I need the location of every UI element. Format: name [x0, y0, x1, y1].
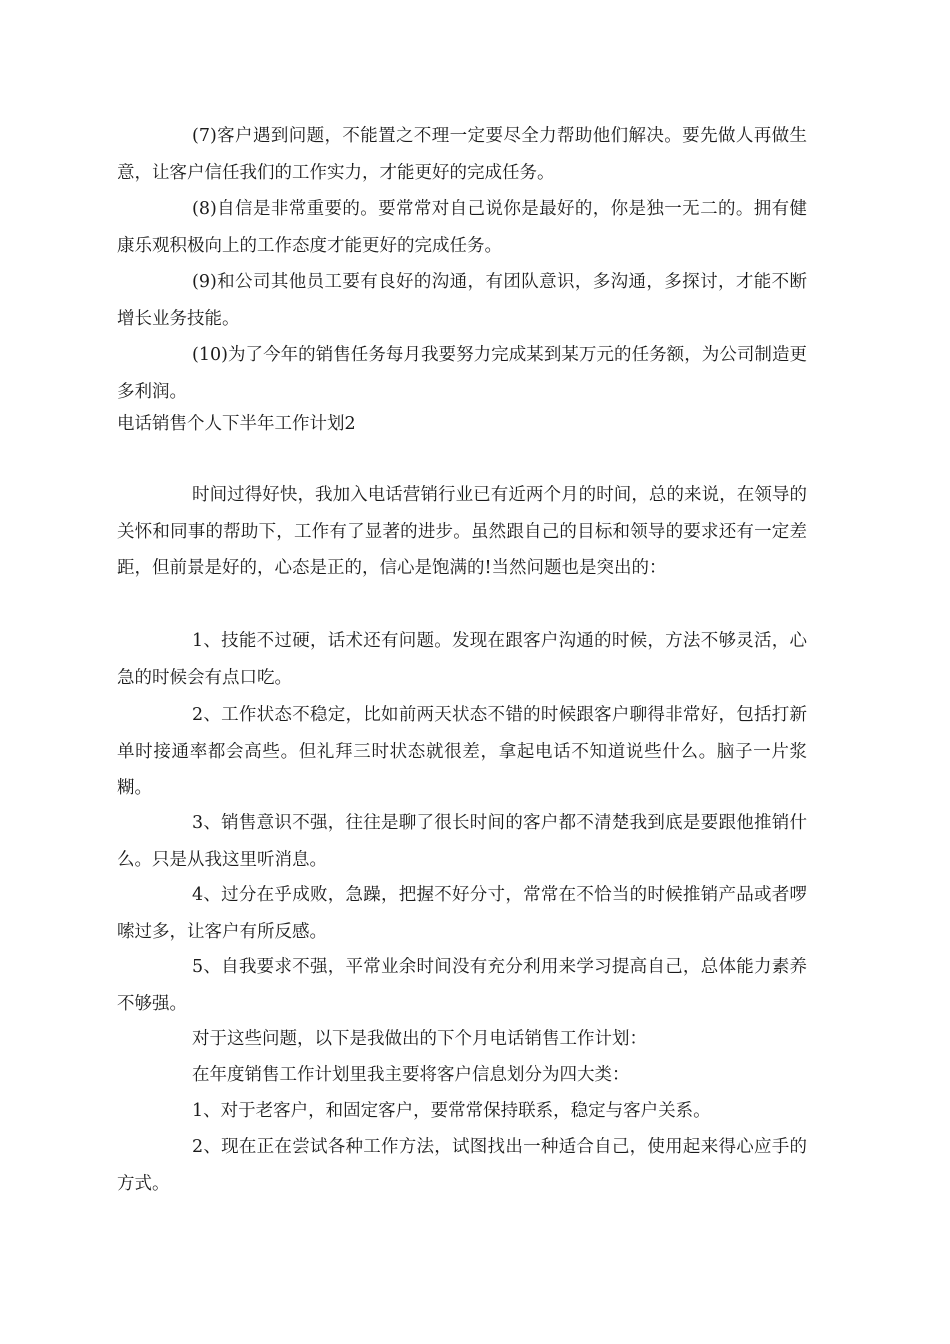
paragraph-item-9: (9)和公司其他员工要有良好的沟通，有团队意识，多沟通，多探讨，才能不断增长业务技能。 [117, 272, 807, 329]
paragraph-item-8: (8)自信是非常重要的。要常常对自己说你是最好的，你是独一无二的。拥有健康乐观积极向上的工作态度才能更好的完成任务。 [117, 199, 807, 256]
paragraph-item-7: (7)客户遇到问题，不能置之不理一定要尽全力帮助他们解决。要先做人再做生意，让客户信任我们的工作实力，才能更好的完成任务。 [117, 126, 807, 183]
section-title: 电话销售个人下半年工作计划2 [117, 414, 356, 434]
plan-item-1: 1、对于老客户，和固定客户，要常常保持联系，稳定与客户关系。 [192, 1101, 711, 1121]
plan-lead: 在年度销售工作计划里我主要将客户信息划分为四大类： [192, 1065, 630, 1085]
intro-paragraph: 时间过得好快，我加入电话营销行业已有近两个月的时间，总的来说，在领导的关怀和同事的帮助下，工作有了显著的进步。虽然跟自己的目标和领导的要求还有一定差距，但前景是好的，心态是正的，信心是饱满的!当然问题也是突出的： [117, 485, 807, 578]
problem-item-1: 1、技能不过硬，话术还有问题。发现在跟客户沟通的时候，方法不够灵活，心急的时候会有点口吃。 [117, 631, 807, 688]
problem-item-2: 2、工作状态不稳定，比如前两天状态不错的时候跟客户聊得非常好，包括打新单时接通率都会高些。但礼拜三时状态就很差，拿起电话不知道说些什么。脑子一片浆糊。 [117, 705, 807, 798]
plan-intro: 对于这些问题，以下是我做出的下个月电话销售工作计划： [192, 1029, 647, 1049]
plan-item-2: 2、现在正在尝试各种工作方法，试图找出一种适合自己，使用起来得心应手的方式。 [117, 1137, 807, 1194]
problem-item-4: 4、过分在乎成败，急躁，把握不好分寸，常常在不恰当的时候推销产品或者啰嗦过多，让客户有所反感。 [117, 885, 807, 942]
paragraph-item-10: (10)为了今年的销售任务每月我要努力完成某到某万元的任务额，为公司制造更多利润。 [117, 345, 807, 402]
problem-item-5: 5、自我要求不强，平常业余时间没有充分利用来学习提高自己，总体能力素养不够强。 [117, 957, 807, 1014]
problem-item-3: 3、销售意识不强，往往是聊了很长时间的客户都不清楚我到底是要跟他推销什么。只是从我这里听消息。 [117, 813, 807, 870]
